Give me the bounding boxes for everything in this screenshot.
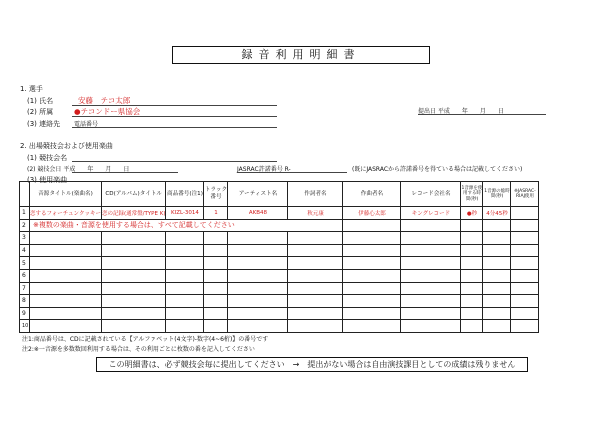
table-cell[interactable] [166, 307, 204, 320]
table-cell[interactable] [511, 295, 539, 308]
table-row [20, 307, 539, 320]
submission-banner: この明細書は、必ず競技会毎に提出してください → 提出がない場合は自由演技課目としての成績は残りません [96, 357, 528, 372]
table-cell[interactable] [483, 269, 511, 282]
note-1: 注1:商品番号は、CDに記載されている【アルファベット(4文字)-数字(4~6桁)】の番号です [22, 336, 269, 343]
affiliation-value[interactable]: ●テコンドー県協会 [74, 107, 141, 116]
table-header: 1音源を使用する時間(秒) [461, 182, 483, 207]
table-cell[interactable] [204, 257, 228, 270]
table-cell[interactable] [228, 295, 288, 308]
row-number: 3 [20, 232, 30, 245]
row-number: 10 [20, 320, 30, 333]
table-cell[interactable] [483, 244, 511, 257]
table-cell[interactable] [228, 307, 288, 320]
table-row [20, 257, 539, 270]
table-cell[interactable] [511, 219, 539, 232]
table-cell[interactable] [401, 282, 461, 295]
table-cell[interactable] [343, 232, 401, 245]
section2-heading: 2. 出場競技会および使用楽曲 [20, 142, 113, 150]
table-cell[interactable] [511, 307, 539, 320]
section1-heading: 1. 選手 [20, 85, 43, 93]
table-cell[interactable] [288, 244, 343, 257]
table-cell[interactable] [461, 282, 483, 295]
table-cell[interactable] [204, 307, 228, 320]
table-cell[interactable]: 伊藤心太郎 [343, 207, 401, 220]
contact-label: (3) 連絡先 [27, 120, 61, 128]
table-cell[interactable] [401, 219, 461, 232]
jasrac-note: (既にJASRACから許諾番号を得ている場合は記載してください) [352, 166, 523, 173]
table-cell[interactable] [343, 295, 401, 308]
event-date-label[interactable]: (2) 競技会日 平成 年 月 日 [27, 166, 130, 173]
table-cell[interactable] [461, 257, 483, 270]
table-cell[interactable]: 恋の記録(通常盤/TYPE K) [101, 207, 166, 220]
table-cell[interactable] [511, 282, 539, 295]
table-cell[interactable] [483, 219, 511, 232]
table-cell[interactable] [288, 295, 343, 308]
table-row [20, 232, 539, 245]
table-cell[interactable]: ●秒 [461, 207, 483, 220]
table-cell[interactable] [204, 282, 228, 295]
table-cell[interactable] [30, 269, 102, 282]
table-cell[interactable] [401, 307, 461, 320]
row-number: 6 [20, 269, 30, 282]
table-cell[interactable] [461, 232, 483, 245]
table-cell[interactable] [483, 320, 511, 333]
table-cell[interactable] [511, 320, 539, 333]
event-name-label: (1) 競技会名 [27, 154, 68, 162]
table-cell[interactable] [401, 295, 461, 308]
table-cell[interactable] [401, 257, 461, 270]
table-cell[interactable]: 4分45秒 [483, 207, 511, 220]
table-cell[interactable]: 1 [204, 207, 228, 220]
table-cell[interactable] [288, 257, 343, 270]
table-cell[interactable] [166, 257, 204, 270]
table-cell[interactable] [101, 320, 166, 333]
music-table [19, 181, 539, 333]
table-cell[interactable] [101, 232, 166, 245]
table-header-row [20, 182, 539, 207]
table-row [20, 295, 539, 308]
table-cell[interactable] [401, 269, 461, 282]
table-cell[interactable] [166, 282, 204, 295]
table-cell[interactable]: 恋するフォーチュンクッキー [30, 207, 102, 220]
table-cell[interactable] [401, 320, 461, 333]
table-cell[interactable]: キングレコード [401, 207, 461, 220]
table-header: 1音源の総時間(秒) [483, 182, 511, 207]
row-number: 2 [20, 219, 30, 232]
table-cell[interactable] [461, 307, 483, 320]
row-number: 7 [20, 282, 30, 295]
table-header: レコード会社名 [401, 182, 461, 207]
table-header: 音源タイトル(楽曲名) [30, 182, 102, 207]
music-label: (3) 使用楽曲 [27, 176, 68, 184]
table-cell[interactable] [288, 282, 343, 295]
table-header: アーティスト名 [228, 182, 288, 207]
row-number: 4 [20, 244, 30, 257]
table-cell[interactable] [343, 257, 401, 270]
row-number: 8 [20, 295, 30, 308]
table-cell[interactable] [511, 269, 539, 282]
name-label: (1) 氏名 [27, 97, 54, 105]
table-cell[interactable] [204, 320, 228, 333]
row-number: 5 [20, 257, 30, 270]
table-cell[interactable] [30, 257, 102, 270]
table-cell[interactable] [101, 282, 166, 295]
table-cell[interactable] [343, 244, 401, 257]
table-cell[interactable] [30, 282, 102, 295]
table-cell[interactable] [166, 295, 204, 308]
table-cell[interactable] [101, 257, 166, 270]
table-cell[interactable] [343, 307, 401, 320]
jasrac-number-label[interactable]: JASRAC許諾番号 R- [237, 166, 291, 173]
table-cell[interactable] [101, 295, 166, 308]
table-row [20, 269, 539, 282]
table-cell[interactable] [511, 257, 539, 270]
table-cell[interactable] [166, 244, 204, 257]
row-number: 1 [20, 207, 30, 220]
table-header [20, 182, 30, 207]
table-cell[interactable] [228, 244, 288, 257]
table-header: ※JASRAC-RIAJ使用 [511, 182, 539, 207]
table-row [20, 244, 539, 257]
table-row [20, 219, 539, 232]
table-cell[interactable] [228, 320, 288, 333]
table-cell[interactable] [288, 320, 343, 333]
table-header: CD(アルバム)タイトル [101, 182, 166, 207]
table-cell[interactable] [461, 269, 483, 282]
table-cell[interactable] [288, 307, 343, 320]
table-cell[interactable] [511, 244, 539, 257]
page-title: 録音利用明細書 [172, 46, 430, 64]
table-cell[interactable] [166, 320, 204, 333]
note-2: 注2:※一音源を多数数回利用する場合は、その利用ごとに枚数の番を記入してください [22, 346, 255, 353]
table-cell[interactable] [511, 232, 539, 245]
table-cell[interactable]: KIZL-3014 [166, 207, 204, 220]
table-cell[interactable] [228, 282, 288, 295]
table-cell[interactable] [30, 295, 102, 308]
table-header: トラック番号 [204, 182, 228, 207]
table-cell[interactable] [461, 295, 483, 308]
table-cell[interactable] [483, 307, 511, 320]
table-cell[interactable] [30, 232, 102, 245]
table-cell[interactable] [288, 232, 343, 245]
table-cell[interactable] [228, 232, 288, 245]
table-cell[interactable] [343, 269, 401, 282]
table-cell[interactable]: 秋元康 [288, 207, 343, 220]
table-header: 商品番号(注1) [166, 182, 204, 207]
table-cell[interactable] [228, 257, 288, 270]
table-cell[interactable] [343, 320, 401, 333]
table-cell[interactable] [461, 320, 483, 333]
table-cell[interactable] [166, 232, 204, 245]
table-cell[interactable] [101, 307, 166, 320]
table-cell[interactable] [401, 244, 461, 257]
row-number: 9 [20, 307, 30, 320]
table-cell[interactable] [204, 269, 228, 282]
table-cell[interactable] [343, 219, 401, 232]
table-cell[interactable] [30, 320, 102, 333]
table-header: 作曲者名 [343, 182, 401, 207]
table-cell[interactable] [511, 207, 539, 220]
table-cell[interactable] [101, 269, 166, 282]
table-cell[interactable] [483, 295, 511, 308]
submit-date[interactable]: 提出日 平成 年 月 日 [418, 108, 504, 115]
table-cell[interactable] [343, 282, 401, 295]
table-cell[interactable] [483, 257, 511, 270]
table-cell[interactable] [204, 295, 228, 308]
instruction-note: ※複数の楽曲・音源を使用する場合は、すべて記載してください [30, 219, 343, 232]
table-cell[interactable] [228, 269, 288, 282]
table-header: 作詞者名 [288, 182, 343, 207]
table-cell[interactable] [483, 232, 511, 245]
table-cell[interactable] [204, 244, 228, 257]
table-cell[interactable] [483, 282, 511, 295]
table-cell[interactable] [204, 232, 228, 245]
table-cell[interactable] [30, 244, 102, 257]
table-row [20, 282, 539, 295]
table-row [20, 207, 539, 220]
table-cell[interactable] [461, 244, 483, 257]
name-value[interactable]: 安藤 テコ太郎 [78, 96, 131, 105]
table-cell[interactable] [401, 232, 461, 245]
table-cell[interactable] [166, 269, 204, 282]
table-cell[interactable] [288, 269, 343, 282]
contact-value[interactable]: 電話番号 [74, 121, 99, 128]
table-cell[interactable] [101, 244, 166, 257]
table-cell[interactable]: AKB48 [228, 207, 288, 220]
table-row [20, 320, 539, 333]
affiliation-label: (2) 所属 [27, 108, 54, 116]
table-cell[interactable] [30, 307, 102, 320]
table-cell[interactable] [461, 219, 483, 232]
